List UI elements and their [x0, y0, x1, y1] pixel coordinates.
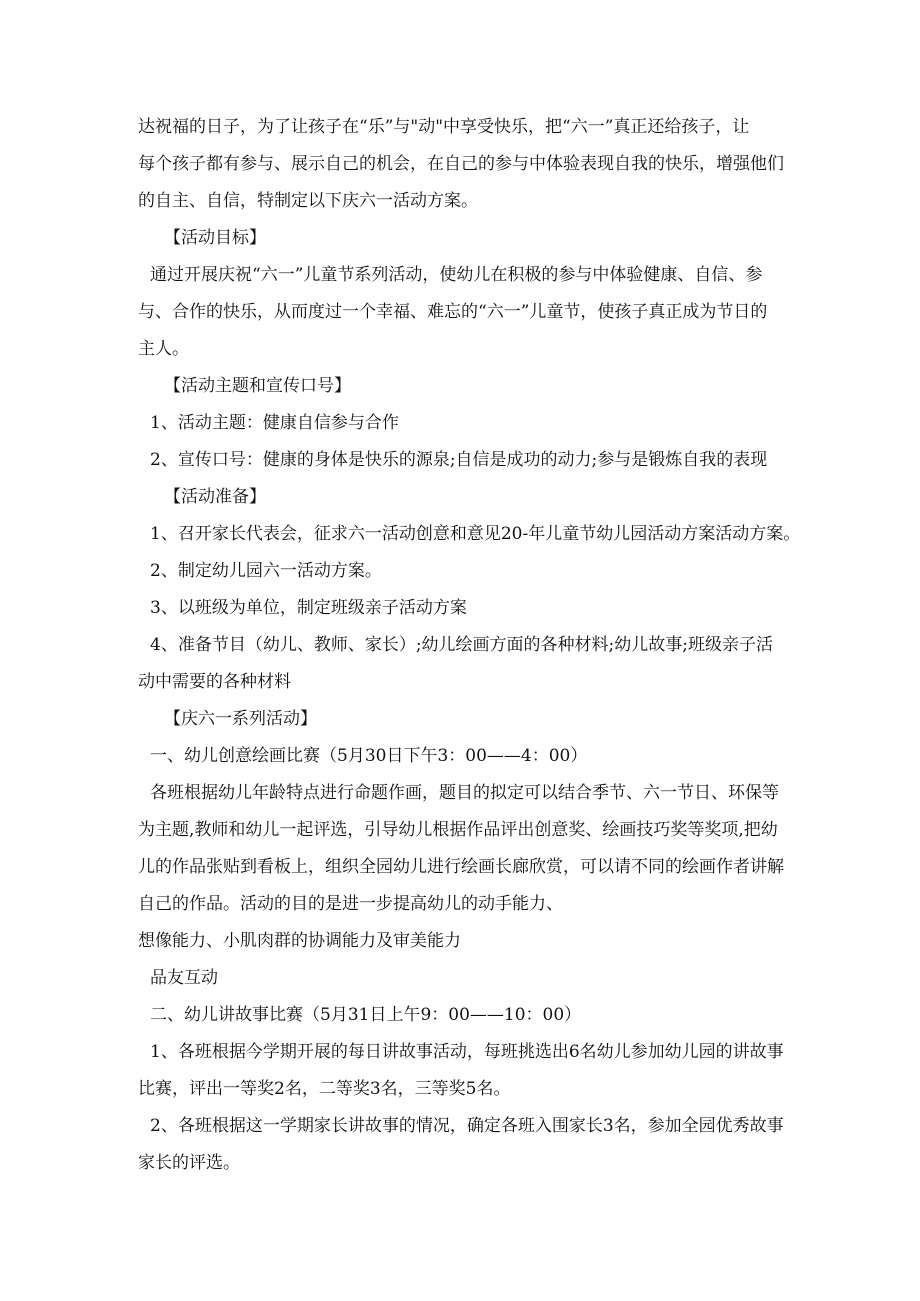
- list-item: 1、各班根据今学期开展的每日讲故事活动，每班挑选出6名幼儿参加幼儿园的讲故事: [150, 1042, 784, 1062]
- text-line: 为主题,教师和幼儿一起评选，引导幼儿根据作品评出创意奖、绘画技巧奖等奖项,把幼: [138, 820, 778, 840]
- text-line: 自己的作品。活动的目的是进一步提高幼儿的动手能力、: [138, 894, 563, 914]
- text-line: 达祝福的日子，为了让孩子在“乐”与"动"中享受快乐，把“六一”真正还给孩子，让: [138, 117, 750, 137]
- text-line: 各班根据幼儿年龄特点进行命题作画，题目的拟定可以结合季节、六一节日、环保等: [150, 783, 779, 803]
- text-line: 主人。: [138, 339, 189, 359]
- list-item: 1、召开家长代表会，征求六一活动创意和意见20-年儿童节幼儿园活动方案活动方案。: [150, 524, 801, 544]
- text-line: 通过开展庆祝“六一”儿童节系列活动，使幼儿在积极的参与中体验健康、自信、参: [150, 265, 763, 285]
- list-item: 1、活动主题：健康自信参与合作: [150, 413, 399, 433]
- text-line: 比赛，评出一等奖2名，二等奖3名，三等奖5名。: [138, 1079, 511, 1099]
- text-line: 儿的作品张贴到看板上，组织全园幼儿进行绘画长廊欣赏，可以请不同的绘画作者讲解: [138, 857, 784, 877]
- section-heading: 【活动目标】: [164, 228, 266, 248]
- text-line: 与、合作的快乐，从而度过一个幸福、难忘的“六一”儿童节，使孩子真正成为节日的: [138, 302, 768, 322]
- section-heading: 【庆六一系列活动】: [164, 709, 317, 729]
- text-line: 每个孩子都有参与、展示自己的机会，在自己的参与中体验表现自我的快乐，增强他们: [138, 154, 784, 174]
- list-item: 4、准备节目（幼儿、教师、家长）;幼儿绘画方面的各种材料;幼儿故事;班级亲子活: [150, 635, 773, 655]
- text-line: 的自主、自信，特制定以下庆六一活动方案。: [138, 191, 478, 211]
- subsection-heading: 一、幼儿创意绘画比赛（5月30日下午3：00——4：00）: [150, 746, 588, 766]
- text-line: 想像能力、小肌肉群的协调能力及审美能力: [138, 931, 461, 951]
- text-line: 品友互动: [150, 968, 218, 988]
- subsection-heading: 二、幼儿讲故事比赛（5月31日上午9：00——10：00）: [150, 1005, 582, 1025]
- list-item: 3、以班级为单位，制定班级亲子活动方案: [150, 598, 467, 618]
- list-item: 2、制定幼儿园六一活动方案。: [150, 561, 382, 581]
- text-line: 家长的评选。: [138, 1153, 240, 1173]
- list-item: 2、宣传口号：健康的身体是快乐的源泉;自信是成功的动力;参与是锻炼自我的表现: [150, 450, 768, 470]
- section-heading: 【活动主题和宣传口号】: [164, 376, 351, 396]
- section-heading: 【活动准备】: [164, 487, 266, 507]
- list-item: 2、各班根据这一学期家长讲故事的情况，确定各班入围家长3名，参加全园优秀故事: [150, 1116, 784, 1136]
- text-line: 动中需要的各种材料: [138, 672, 291, 692]
